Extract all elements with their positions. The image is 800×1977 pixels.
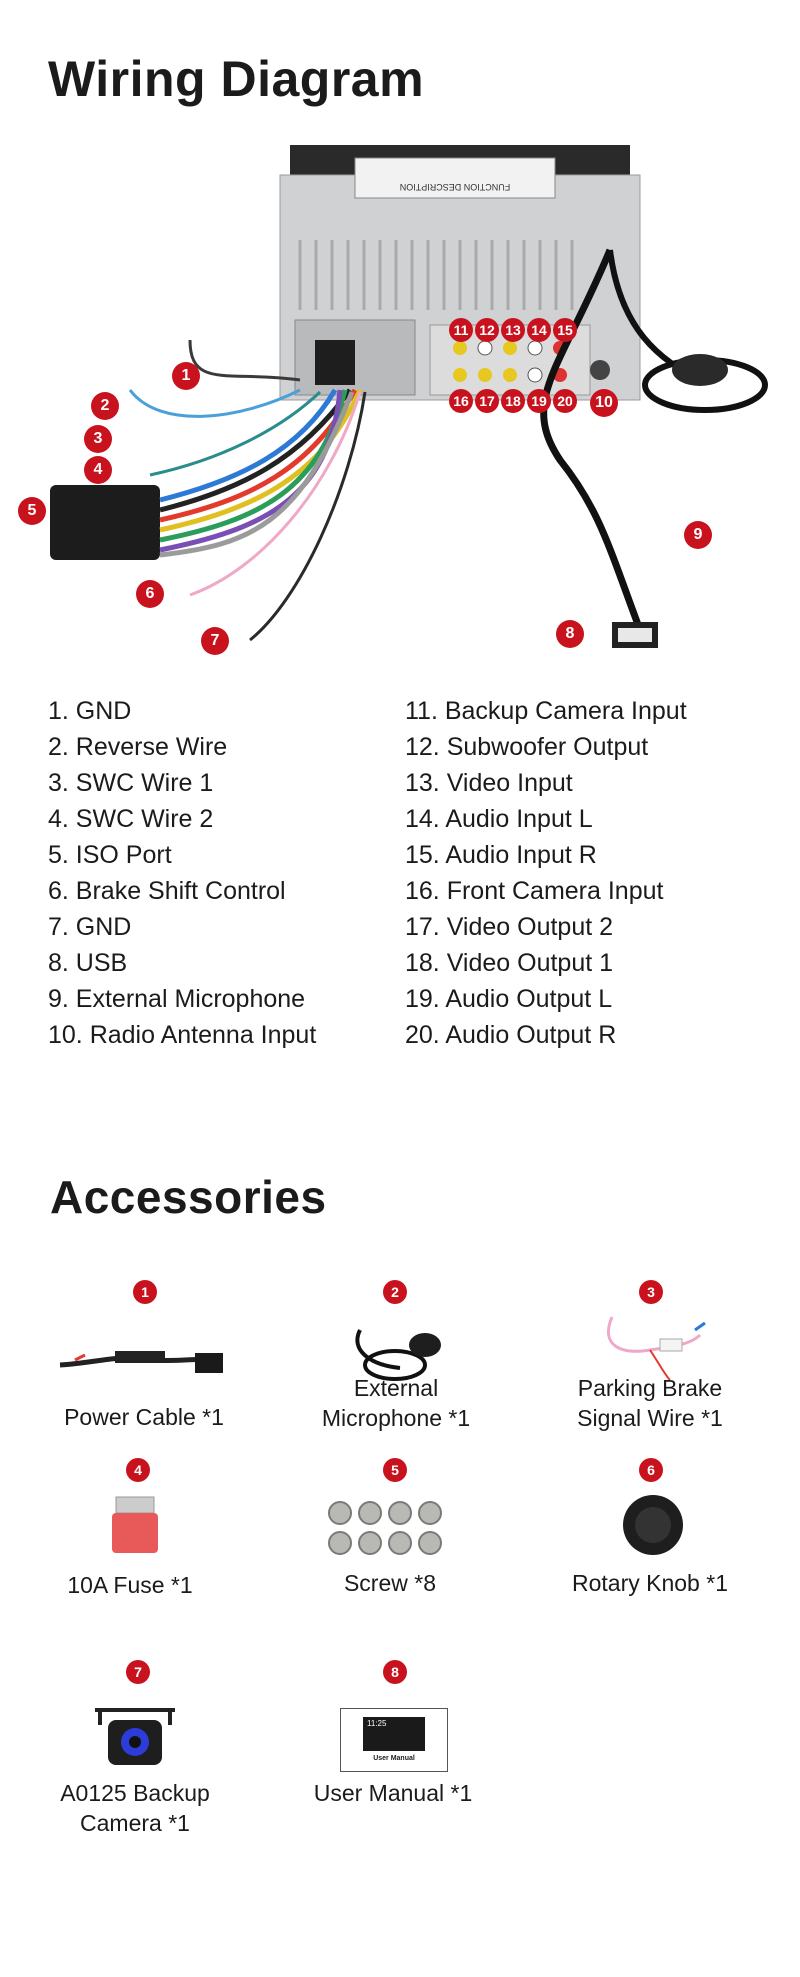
legend-item-1: 1. GND — [48, 697, 132, 725]
device-label: FUNCTION DESCRIPTION — [399, 182, 511, 192]
iso-connector — [50, 485, 160, 560]
legend-item-2: 2. Reverse Wire — [48, 733, 228, 761]
accessory-num-8: 8 — [383, 1660, 407, 1684]
manual-caption: User Manual — [373, 1755, 415, 1762]
microphone-head — [672, 354, 728, 386]
legend-item-19: 19. Audio Output L — [405, 985, 613, 1013]
head-unit — [280, 145, 640, 400]
legend-item-15: 15. Audio Input R — [405, 841, 597, 869]
legend-item-16: 16. Front Camera Input — [405, 877, 664, 905]
callout-15: 15 — [553, 318, 577, 342]
user-manual-image — [340, 1708, 448, 1772]
manual-screen-time: 11:25 — [367, 1719, 387, 1728]
legend-item-9: 9. External Microphone — [48, 985, 306, 1013]
callout-18: 18 — [501, 389, 525, 413]
callout-4: 4 — [84, 456, 112, 484]
legend-item-13: 13. Video Input — [405, 769, 573, 797]
callout-20: 20 — [553, 389, 577, 413]
rotary-knob-image — [618, 1490, 688, 1560]
fuse-image — [110, 1495, 160, 1560]
legend-item-10: 10. Radio Antenna Input — [48, 1021, 317, 1049]
accessory-label-6: Rotary Knob *1 — [572, 1570, 728, 1596]
callout-10: 10 — [590, 389, 618, 417]
screws-image — [325, 1495, 455, 1560]
accessory-label-5: Screw *8 — [343, 1570, 437, 1596]
legend-item-14: 14. Audio Input L — [405, 805, 593, 833]
accessory-num-1: 1 — [133, 1280, 157, 1304]
accessories-title: Accessories — [50, 1171, 327, 1223]
legend-item-20: 20. Audio Output R — [405, 1021, 617, 1049]
callout-19: 19 — [527, 389, 551, 413]
callout-16: 16 — [449, 389, 473, 413]
callout-11: 11 — [449, 318, 473, 342]
legend-item-7: 7. GND — [48, 913, 132, 941]
accessory-num-3: 3 — [639, 1280, 663, 1304]
callout-12: 12 — [475, 318, 499, 342]
legend-item-5: 5. ISO Port — [48, 841, 172, 869]
legend-item-11: 11. Backup Camera Input — [405, 697, 687, 725]
accessory-num-5: 5 — [383, 1458, 407, 1482]
backup-camera-image — [90, 1700, 180, 1770]
legend-item-17: 17. Video Output 2 — [405, 913, 614, 941]
legend-item-3: 3. SWC Wire 1 — [48, 769, 214, 797]
legend-item-8: 8. USB — [48, 949, 128, 977]
legend-item-6: 6. Brake Shift Control — [48, 877, 286, 905]
accessory-num-7: 7 — [126, 1660, 150, 1684]
callout-6: 6 — [136, 580, 164, 608]
callout-1: 1 — [172, 362, 200, 390]
accessory-label-3: Parking Brake Signal Wire *1 — [577, 1375, 723, 1431]
manual-screen — [363, 1717, 425, 1751]
legend-item-4: 4. SWC Wire 2 — [48, 805, 214, 833]
callout-2: 2 — [91, 392, 119, 420]
accessory-num-4: 4 — [126, 1458, 150, 1482]
callout-3: 3 — [84, 425, 112, 453]
accessory-label-1: Power Cable *1 — [64, 1404, 224, 1430]
callout-17: 17 — [475, 389, 499, 413]
wiring-diagram-title: Wiring Diagram — [48, 51, 425, 107]
accessory-label-2: External Microphone *1 — [321, 1375, 471, 1431]
accessory-label-8: User Manual *1 — [313, 1780, 473, 1806]
power-cable-image — [55, 1325, 225, 1385]
callout-8: 8 — [556, 620, 584, 648]
wiring-diagram-illustration — [0, 130, 800, 670]
accessory-label-4: 10A Fuse *1 — [67, 1572, 193, 1598]
accessory-num-6: 6 — [639, 1458, 663, 1482]
callout-13: 13 — [501, 318, 525, 342]
callout-5: 5 — [18, 497, 46, 525]
callout-7: 7 — [201, 627, 229, 655]
callout-14: 14 — [527, 318, 551, 342]
accessory-label-7: A0125 Backup Camera *1 — [60, 1780, 210, 1836]
legend-item-18: 18. Video Output 1 — [405, 949, 614, 977]
callout-9: 9 — [684, 521, 712, 549]
legend-item-12: 12. Subwoofer Output — [405, 733, 649, 761]
accessory-num-2: 2 — [383, 1280, 407, 1304]
